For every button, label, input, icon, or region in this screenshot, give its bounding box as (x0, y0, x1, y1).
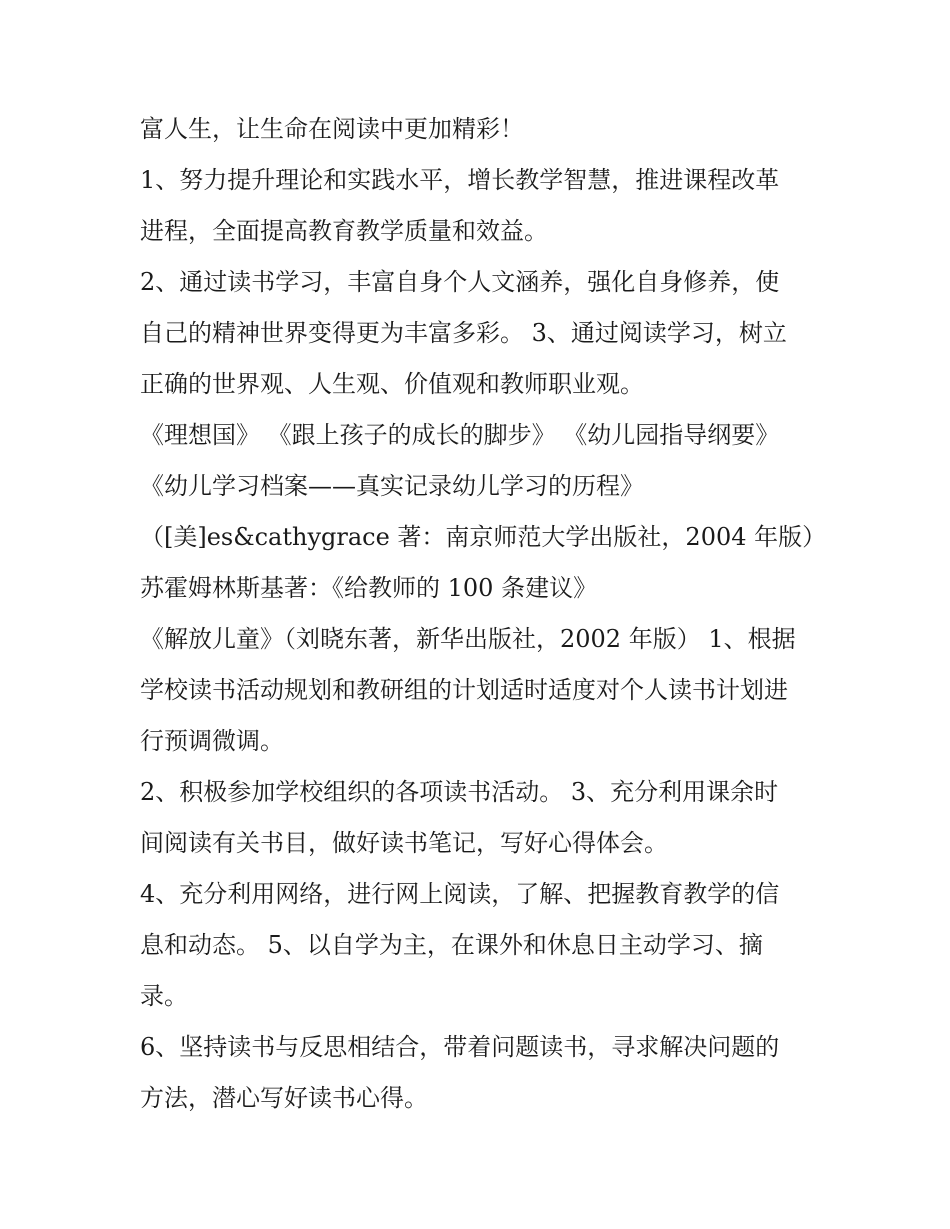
text-line: 2、积极参加学校组织的各项读书活动。 3、充分利用课余时 (140, 778, 779, 806)
text-line: 自己的精神世界变得更为丰富多彩。 3、通过阅读学习，树立 (140, 319, 787, 347)
book-citation-line: （[美]es&cathygrace 著：南京师范大学出版社，2004 年版） (140, 523, 827, 551)
text-line: 4、充分利用网络，进行网上阅读，了解、把握教育教学的信 (140, 880, 780, 908)
text-line: 《解放儿童》（刘晓东著，新华出版社，2002 年版） 1、根据 (140, 625, 796, 653)
text-line: 行预调微调。 (140, 727, 284, 755)
text-line: 进程，全面提高教育教学质量和效益。 (140, 217, 548, 245)
text-line: 学校读书活动规划和教研组的计划适时适度对个人读书计划进 (140, 676, 788, 704)
text-line: 息和动态。 5、以自学为主，在课外和休息日主动学习、摘 (140, 931, 763, 959)
text-line: 2、通过读书学习，丰富自身个人文涵养，强化自身修养，使 (140, 268, 780, 296)
text-line: 1、努力提升理论和实践水平，增长教学智慧，推进课程改革 (140, 166, 780, 194)
text-line: 富人生，让生命在阅读中更加精彩！ (140, 115, 524, 143)
book-list-line: 《幼儿学习档案——真实记录幼儿学习的历程》 (140, 472, 644, 500)
book-list-line: 《理想国》 《跟上孩子的成长的脚步》 《幼儿园指导纲要》 (140, 421, 780, 449)
text-line: 正确的世界观、人生观、价值观和教师职业观。 (140, 370, 644, 398)
text-line: 间阅读有关书目，做好读书笔记，写好心得体会。 (140, 829, 668, 857)
text-line: 6、坚持读书与反思相结合，带着问题读书，寻求解决问题的 (140, 1033, 780, 1061)
text-line: 方法，潜心写好读书心得。 (140, 1084, 428, 1112)
text-line: 录。 (140, 982, 188, 1010)
book-citation-line: 苏霍姆林斯基著：《给教师的 100 条建议》 (140, 574, 598, 602)
